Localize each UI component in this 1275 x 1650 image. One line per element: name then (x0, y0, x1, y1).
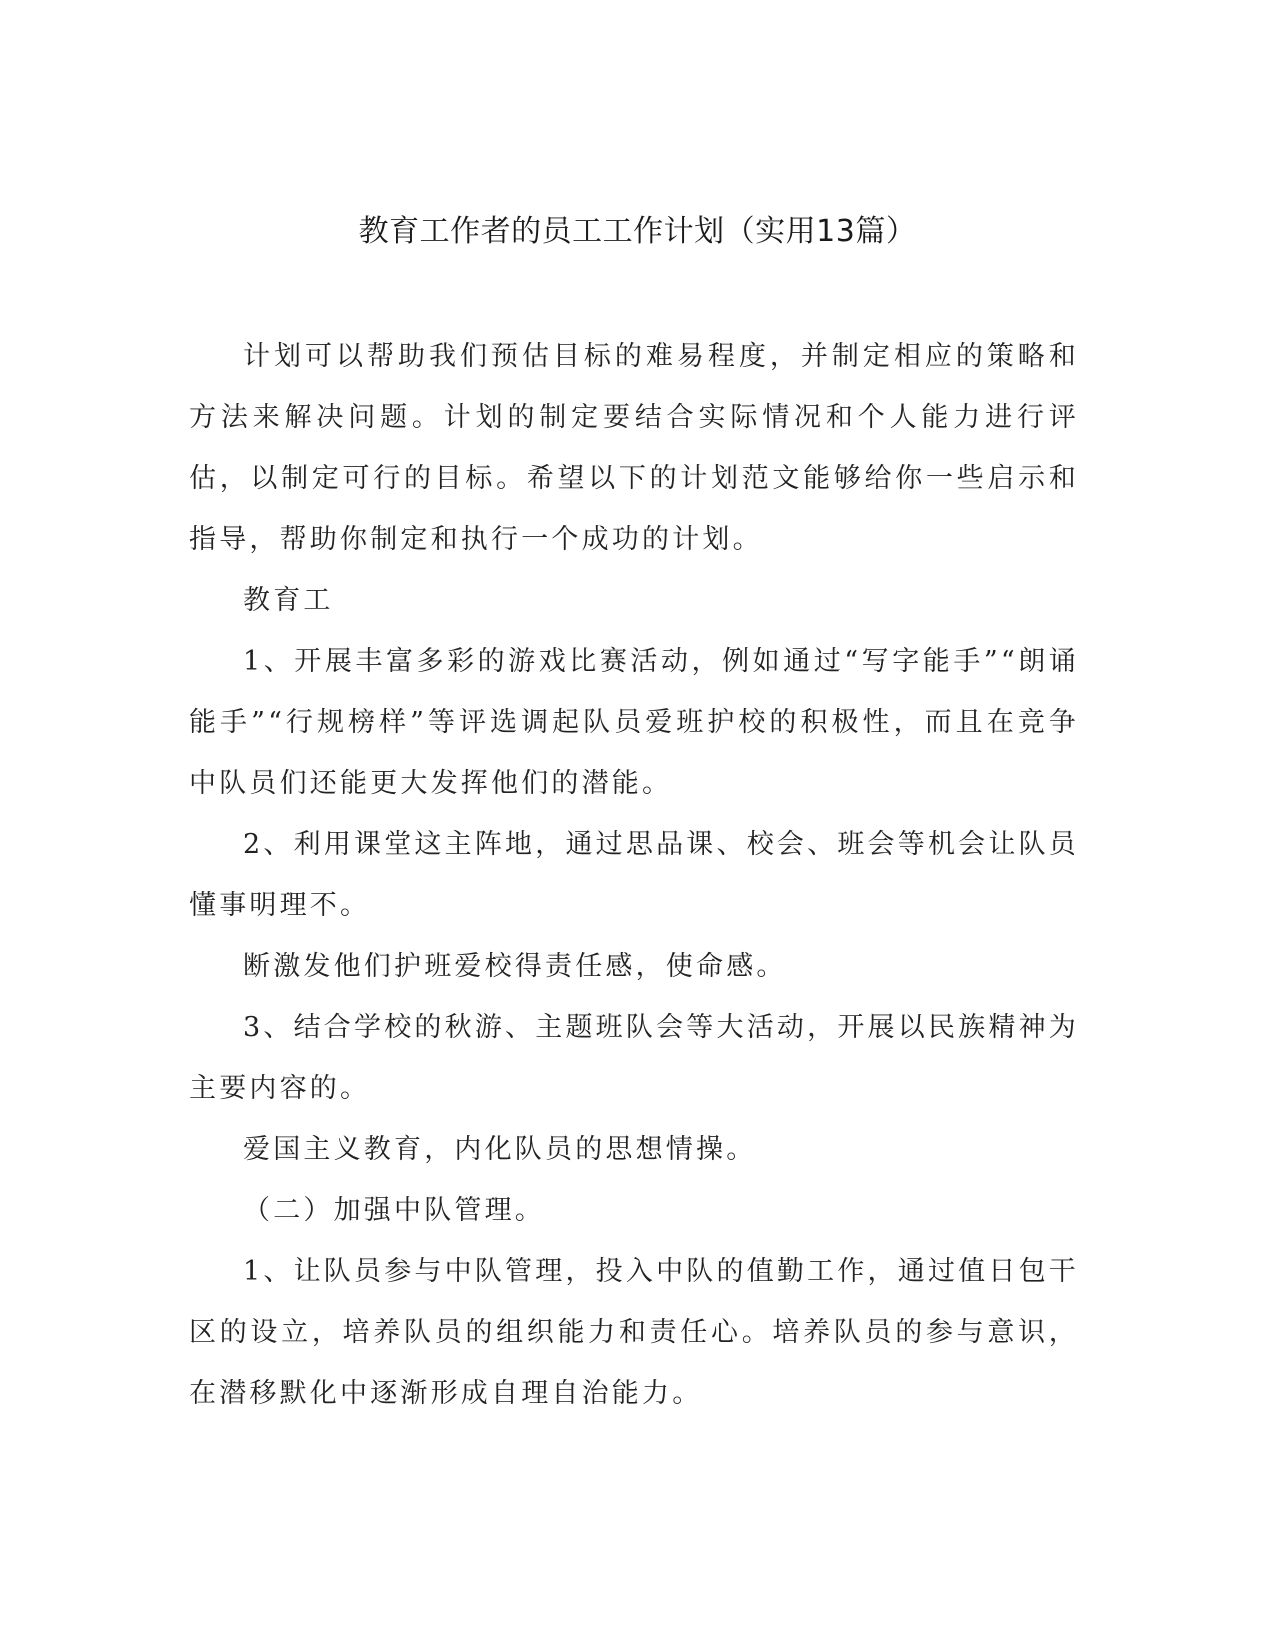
list-item: 3、结合学校的秋游、主题班队会等大活动，开展以民族精神为主要内容的。 (189, 1012, 1079, 1104)
list-item-continuation: 断激发他们护班爱校得责任感，使命感。 (243, 951, 787, 982)
list-item: 2、利用课堂这主阵地，通过思品课、校会、班会等机会让队员懂事明理不。 (189, 829, 1079, 921)
document-body (189, 326, 1079, 1424)
list-item: 1、开展丰富多彩的游戏比赛活动，例如通过“写字能手”“朗诵能手”“行规榜样”等评选调起队员爱班护校的积极性，而且在竞争中队员们还能更大发挥他们的潜能。 (189, 646, 1079, 799)
section-heading: 教育工 (243, 585, 334, 616)
list-item: 1、让队员参与中队管理，投入中队的值勤工作，通过值日包干区的设立，培养队员的组织能力和责任心。培养队员的参与意识，在潜移默化中逐渐形成自理自治能力。 (189, 1256, 1079, 1409)
list-item-continuation: 爱国主义教育，内化队员的思想情操。 (243, 1134, 757, 1165)
intro-paragraph: 计划可以帮助我们预估目标的难易程度，并制定相应的策略和方法来解决问题。计划的制定要结合实际情况和个人能力进行评估，以制定可行的目标。希望以下的计划范文能够给你一些启示和指导，帮助你制定和执行一个成功的计划。 (189, 341, 1079, 555)
subsection-heading: （二）加强中队管理。 (243, 1195, 545, 1226)
document-title: 教育工作者的员工工作计划（实用13篇） (358, 214, 917, 249)
